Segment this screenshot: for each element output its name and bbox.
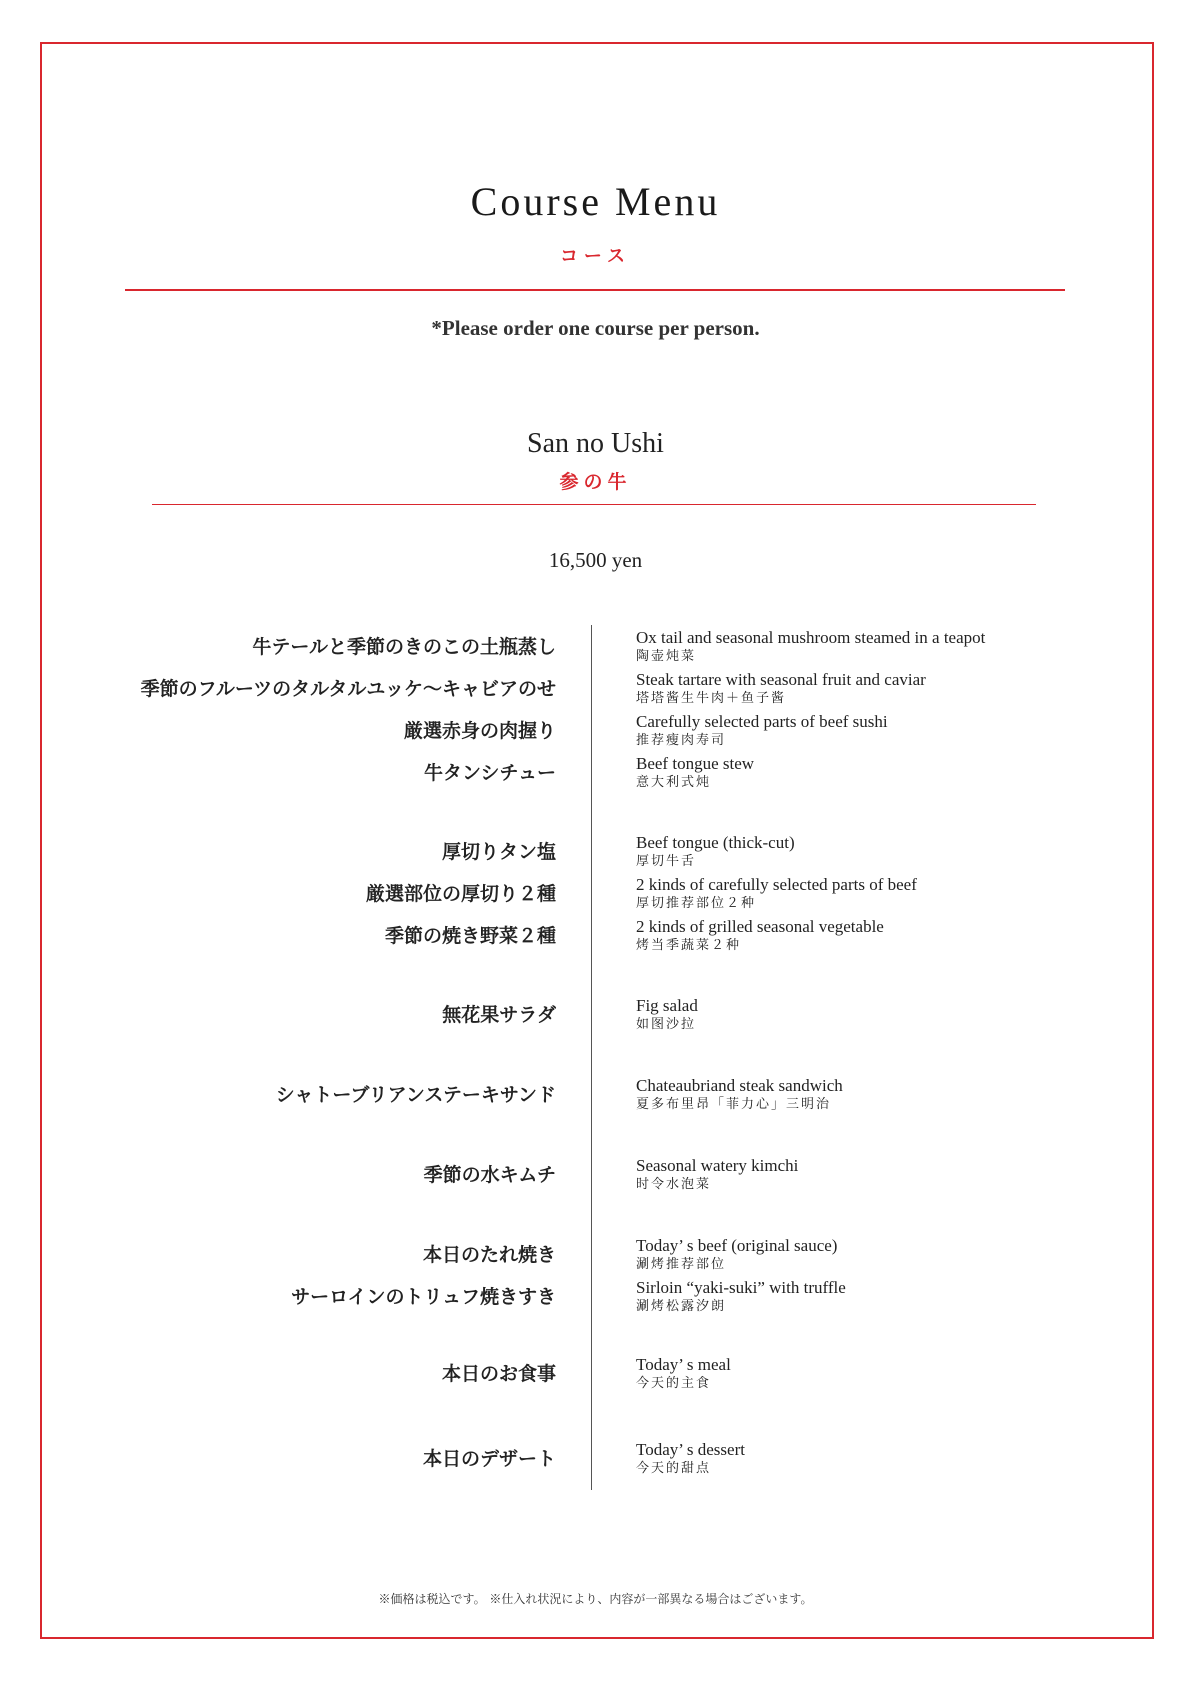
menu-item-cn: 今天的甜点 — [636, 1461, 712, 1476]
menu-item-cn: 意大利式炖 — [636, 775, 712, 790]
title-divider — [125, 289, 1065, 291]
menu-item-jp: サーロインのトリュフ焼きすき — [291, 1286, 556, 1308]
menu-item-jp: シャトーブリアンステーキサンド — [275, 1084, 556, 1106]
menu-column-divider — [591, 625, 592, 1490]
menu-item-en: Seasonal watery kimchi — [636, 1156, 799, 1175]
menu-item-cn: 今天的主食 — [636, 1376, 712, 1391]
menu-item-en: Ox tail and seasonal mushroom steamed in a teapot — [636, 628, 986, 647]
menu-item-cn: 烤当季蔬菜２种 — [636, 938, 742, 953]
menu-item-en: Today’ s dessert — [636, 1440, 745, 1459]
menu-item-en: Today’ s meal — [636, 1355, 731, 1374]
menu-item-jp: 季節の水キムチ — [423, 1164, 556, 1186]
menu-item-en: Fig salad — [636, 996, 698, 1015]
menu-item-en: Steak tartare with seasonal fruit and caviar — [636, 670, 926, 689]
menu-item-jp: 厳選赤身の肉握り — [403, 720, 556, 742]
page-title: Course Menu — [470, 179, 721, 224]
menu-item-jp: 牛テールと季節のきのこの土瓶蒸し — [252, 636, 556, 658]
menu-item-jp: 季節の焼き野菜２種 — [384, 925, 556, 947]
menu-item-en: 2 kinds of carefully selected parts of beef — [636, 875, 917, 894]
menu-item-cn: 陶壶炖菜 — [636, 649, 697, 664]
menu-item-en: Sirloin “yaki-suki” with truffle — [636, 1278, 846, 1297]
menu-item-jp: 本日のたれ焼き — [422, 1244, 556, 1266]
menu-item-cn: 夏多布里昂「菲力心」三明治 — [636, 1097, 832, 1112]
menu-item-jp: 季節のフルーツのタルタルユッケ〜キャビアのせ — [140, 678, 556, 700]
order-note: *Please order one course per person. — [431, 316, 760, 340]
menu-item-cn: 厚切推荐部位２种 — [636, 896, 757, 911]
page-title-jp: コース — [559, 246, 632, 267]
menu-item-jp: 本日のデザート — [422, 1448, 556, 1470]
menu-item-jp: 無花果サラダ — [442, 1004, 556, 1026]
menu-item-jp: 牛タンシチュー — [424, 762, 556, 784]
menu-item-cn: 推荐瘦肉寿司 — [636, 733, 727, 748]
menu-item-cn: 涮烤推荐部位 — [636, 1257, 727, 1272]
menu-item-cn: 厚切牛舌 — [636, 854, 697, 869]
menu-frame — [40, 42, 1154, 1639]
menu-item-en: Today’ s beef (original sauce) — [636, 1236, 838, 1255]
menu-item-cn: 塔塔酱生牛肉＋鱼子酱 — [636, 691, 787, 706]
menu-item-jp: 厚切りタン塩 — [441, 841, 556, 863]
menu-item-jp: 本日のお食事 — [441, 1363, 556, 1385]
course-name: San no Ushi — [527, 428, 664, 459]
menu-item-en: Beef tongue stew — [636, 754, 755, 773]
menu-item-en: 2 kinds of grilled seasonal vegetable — [636, 917, 884, 936]
menu-item-en: Beef tongue (thick-cut) — [636, 833, 795, 852]
menu-item-en: Chateaubriand steak sandwich — [636, 1076, 843, 1095]
menu-item-en: Carefully selected parts of beef sushi — [636, 712, 888, 731]
menu-item-cn: 时令水泡菜 — [636, 1177, 712, 1192]
menu-item-jp: 厳選部位の厚切り２種 — [365, 883, 556, 905]
menu-item-cn: 涮烤松露汐朗 — [636, 1299, 727, 1314]
course-name-jp: 参の牛 — [559, 471, 632, 493]
menu-item-cn: 如图沙拉 — [636, 1017, 697, 1032]
footer-note: ※価格は税込です。 ※仕入れ状況により、内容が一部異なる場合はございます。 — [378, 1592, 813, 1606]
course-divider — [152, 504, 1036, 505]
course-price: 16,500 yen — [548, 548, 643, 572]
